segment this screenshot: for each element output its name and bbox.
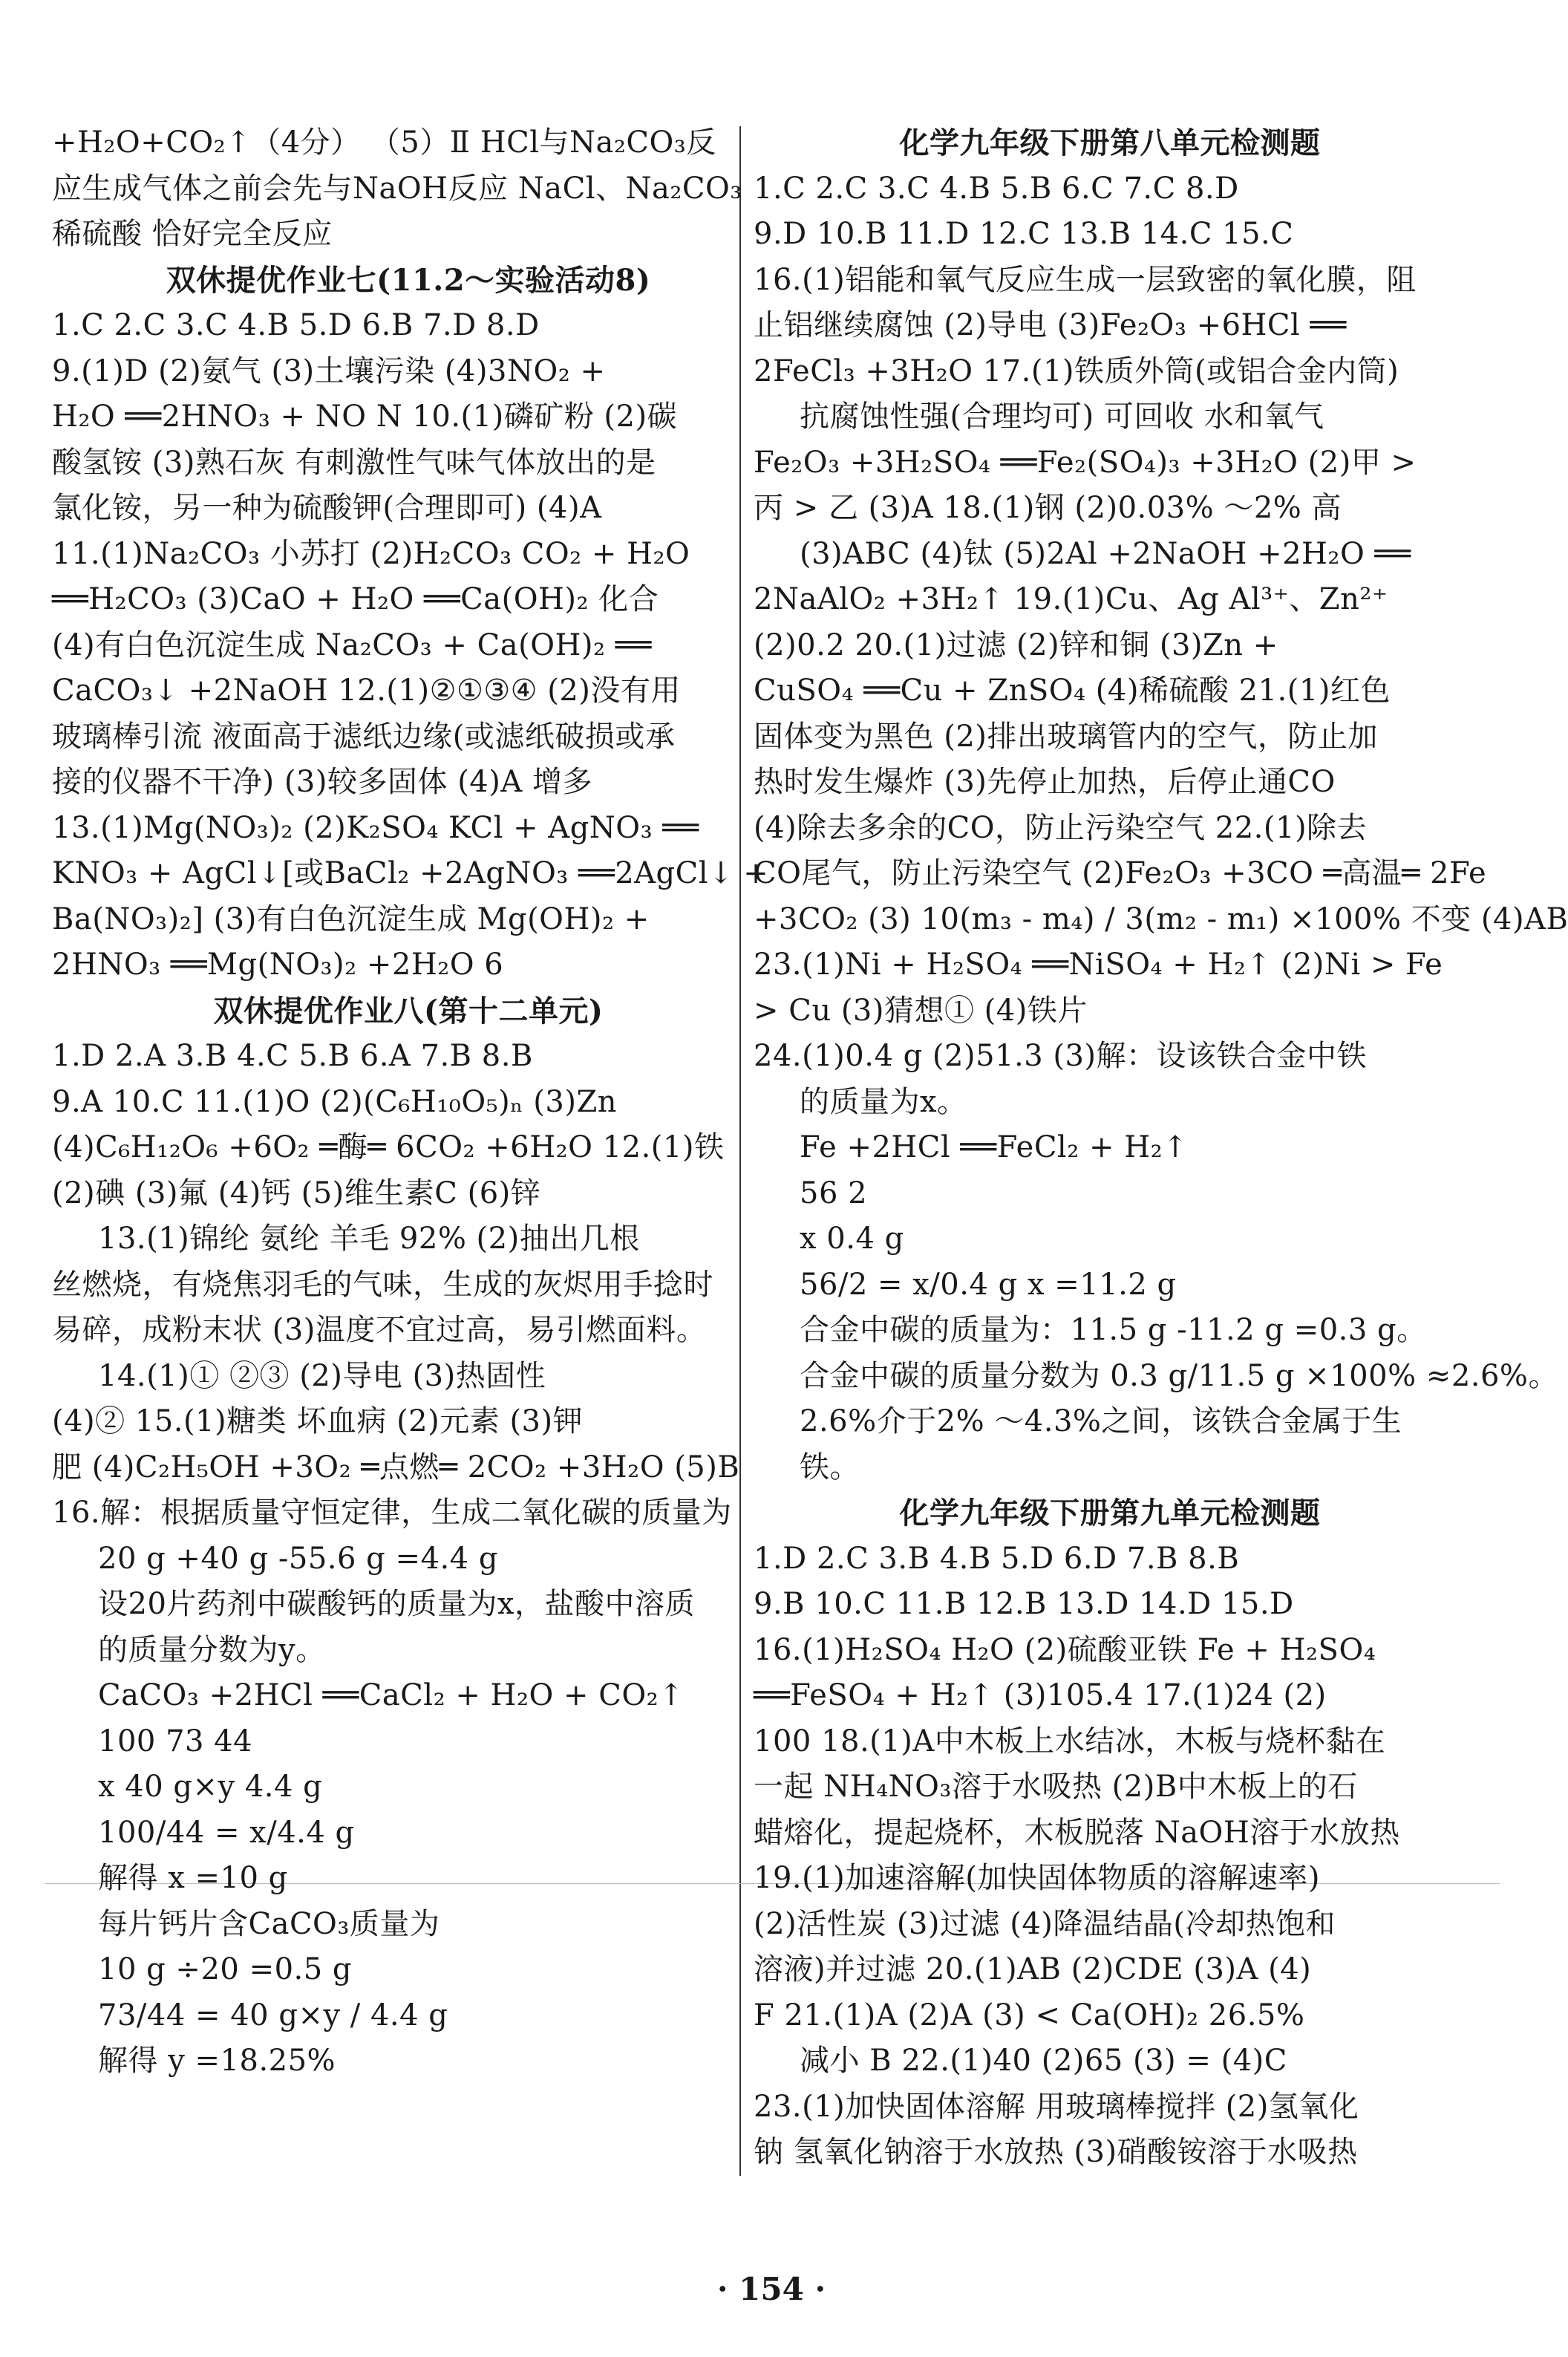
text-line: 1.C 2.C 3.C 4.B 5.B 6.C 7.C 8.D (754, 171, 1239, 206)
text-line: Fe +2HCl ══FeCl₂ + H₂↑ (800, 1130, 1189, 1164)
section-title: 双休提优作业七(11.2～实验活动8) (166, 262, 651, 298)
text-line: 酸氢铵 (3)熟石灰 有刺激性气味气体放出的是 (52, 445, 656, 480)
right-column (754, 120, 1568, 2176)
text-line: 的质量为x。 (800, 1084, 967, 1119)
page-number: · 154 · (716, 2271, 826, 2307)
text-line: 9.A 10.C 11.(1)O (2)(C₆H₁₀O₅)ₙ (3)Zn (52, 1084, 618, 1119)
text-line: 减小 B 22.(1)40 (2)65 (3) = (4)C (800, 2044, 1287, 2078)
text-line: 2.6%介于2% ～4.3%之间，该铁合金属于生 (800, 1404, 1402, 1438)
text-line: (4)有白色沉淀生成 Na₂CO₃ + Ca(OH)₂ ══ (52, 627, 652, 662)
text-line: CaCO₃ +2HCl ══CaCl₂ + H₂O + CO₂↑ (98, 1678, 685, 1712)
text-line: (2)活性炭 (3)过滤 (4)降温结晶(冷却热饱和 (754, 1906, 1336, 1941)
section-title: 化学九年级下册第九单元检测题 (899, 1496, 1321, 1530)
text-line: 1.D 2.C 3.B 4.B 5.D 6.D 7.B 8.B (754, 1541, 1240, 1576)
text-line: 11.(1)Na₂CO₃ 小苏打 (2)H₂CO₃ CO₂ + H₂O (52, 536, 690, 571)
text-line: 解得 y =18.25% (98, 2044, 336, 2078)
text-line: (4)C₆H₁₂O₆ +6O₂ ═酶═ 6CO₂ +6H₂O 12.(1)铁 (52, 1130, 725, 1164)
text-line: 9.D 10.B 11.D 12.C 13.B 14.C 15.C (754, 217, 1294, 251)
text-line: +H₂O+CO₂↑（4分） （5）Ⅱ HCl与Na₂CO₃反 (52, 125, 716, 160)
text-line: 20 g +40 g -55.6 g =4.4 g (98, 1541, 498, 1576)
text-line: 100 73 44 (98, 1724, 253, 1758)
text-line: 热时发生爆炸 (3)先停止加热，后停止通CO (754, 765, 1336, 799)
text-line: (4)除去多余的CO，防止污染空气 22.(1)除去 (754, 810, 1368, 845)
text-line: 10 g ÷20 =0.5 g (98, 1952, 353, 1986)
text-line: 100 18.(1)A中木板上水结冰，木板与烧杯黏在 (754, 1724, 1386, 1758)
text-line: (4)② 15.(1)糖类 坏血病 (2)元素 (3)钾 (52, 1404, 584, 1438)
text-line: 玻璃棒引流 液面高于滤纸边缘(或滤纸破损或承 (52, 719, 676, 754)
text-line: 固体变为黑色 (2)排出玻璃管内的空气，防止加 (754, 719, 1378, 754)
text-line: 2HNO₃ ══Mg(NO₃)₂ +2H₂O 6 (52, 948, 504, 982)
text-line: 设20片药剂中碳酸钙的质量为x，盐酸中溶质 (98, 1587, 695, 1621)
text-line: CuSO₄ ══Cu + ZnSO₄ (4)稀硫酸 21.(1)红色 (754, 674, 1391, 708)
text-line: KNO₃ + AgCl↓[或BaCl₂ +2AgNO₃ ══2AgCl↓ + (52, 856, 769, 890)
text-line: 的质量分数为y。 (98, 1632, 326, 1667)
text-line: 铁。 (800, 1450, 860, 1484)
text-line: 2NaAlO₂ +3H₂↑ 19.(1)Cu、Ag Al³⁺、Zn²⁺ (754, 582, 1388, 616)
text-line: 2FeCl₃ +3H₂O 17.(1)铁质外筒(或铝合金内筒) (754, 353, 1399, 388)
text-line: 解得 x =10 g (98, 1861, 288, 1895)
text-line: ══H₂CO₃ (3)CaO + H₂O ══Ca(OH)₂ 化合 (52, 582, 659, 616)
text-line: 易碎，成粉末状 (3)温度不宜过高，易引燃面料。 (52, 1313, 707, 1347)
text-line: (3)ABC (4)钛 (5)2Al +2NaOH +2H₂O ══ (800, 536, 1411, 571)
text-line: CaCO₃↓ +2NaOH 12.(1)②①③④ (2)没有用 (52, 674, 681, 708)
text-line: (2)碘 (3)氟 (4)钙 (5)维生素C (6)锌 (52, 1176, 541, 1210)
text-line: 蜡熔化，提起烧杯，木板脱落 NaOH溶于水放热 (754, 1815, 1400, 1850)
text-line: 应生成气体之前会先与NaOH反应 NaCl、Na₂CO₃ (52, 171, 742, 206)
text-line: 13.(1)锦纶 氨纶 羊毛 92% (2)抽出几根 (98, 1222, 640, 1256)
text-line: 23.(1)Ni + H₂SO₄ ══NiSO₄ + H₂↑ (2)Ni > Fe (754, 948, 1443, 982)
text-line: 24.(1)0.4 g (2)51.3 (3)解：设该铁合金中铁 (754, 1039, 1368, 1073)
text-line: 一起 NH₄NO₃溶于水吸热 (2)B中木板上的石 (754, 1770, 1358, 1804)
text-line: 肥 (4)C₂H₅OH +3O₂ ═点燃═ 2CO₂ +3H₂O (5)B (52, 1450, 740, 1484)
text-line: 1.C 2.C 3.C 4.B 5.D 6.B 7.D 8.D (52, 308, 540, 342)
text-line: (2)0.2 20.(1)过滤 (2)锌和铜 (3)Zn + (754, 627, 1278, 662)
text-line: 73/44 = 40 g×y / 4.4 g (98, 1998, 448, 2032)
text-line: 止铝继续腐蚀 (2)导电 (3)Fe₂O₃ +6HCl ══ (754, 308, 1347, 342)
text-line: 合金中碳的质量分数为 0.3 g/11.5 g ×100% ≈2.6%。 (800, 1358, 1558, 1393)
text-line: 接的仪器不干净) (3)较多固体 (4)A 增多 (52, 765, 592, 799)
text-line: 稀硫酸 恰好完全反应 (52, 217, 333, 251)
text-line: 9.(1)D (2)氨气 (3)土壤污染 (4)3NO₂ + (52, 353, 606, 388)
text-line: 19.(1)加速溶解(加快固体物质的溶解速率) (754, 1861, 1320, 1895)
text-line: x 0.4 g (800, 1222, 904, 1256)
text-line: 丙 > 乙 (3)A 18.(1)钢 (2)0.03% ～2% 高 (754, 491, 1342, 525)
text-line: ══FeSO₄ + H₂↑ (3)105.4 17.(1)24 (2) (754, 1678, 1327, 1712)
text-line: Ba(NO₃)₂] (3)有白色沉淀生成 Mg(OH)₂ + (52, 902, 650, 936)
text-line: 56/2 = x/0.4 g x =11.2 g (800, 1267, 1177, 1302)
text-line: 合金中碳的质量为：11.5 g -11.2 g =0.3 g。 (800, 1313, 1427, 1347)
section-title: 化学九年级下册第八单元检测题 (899, 125, 1321, 160)
text-line: 16.(1)铝能和氧气反应生成一层致密的氧化膜，阻 (754, 262, 1417, 297)
text-line: 1.D 2.A 3.B 4.C 5.B 6.A 7.B 8.B (52, 1039, 533, 1073)
text-line: 16.解：根据质量守恒定律，生成二氧化碳的质量为 (52, 1496, 732, 1530)
text-line: 丝燃烧，有烧焦羽毛的气味，生成的灰烬用手捻时 (52, 1267, 713, 1302)
text-line: 溶液)并过滤 20.(1)AB (2)CDE (3)A (4) (754, 1952, 1312, 1986)
text-line: CO尾气，防止污染空气 (2)Fe₂O₃ +3CO ═高温═ 2Fe (754, 856, 1487, 890)
left-column (52, 120, 769, 2084)
text-line: +3CO₂ (3) 10(m₃ - m₄) / 3(m₂ - m₁) ×100% 不变 (4)AB (754, 902, 1568, 936)
text-line: 14.(1)① ②③ (2)导电 (3)热固性 (98, 1358, 546, 1393)
text-line: Fe₂O₃ +3H₂SO₄ ══Fe₂(SO₄)₃ +3H₂O (2)甲 > (754, 445, 1417, 480)
text-line: 100/44 = x/4.4 g (98, 1815, 355, 1850)
text-line: 钠 氢氧化钠溶于水放热 (3)硝酸铵溶于水吸热 (754, 2135, 1358, 2169)
text-line: 16.(1)H₂SO₄ H₂O (2)硫酸亚铁 Fe + H₂SO₄ (754, 1632, 1376, 1667)
section-title: 双休提优作业八(第十二单元) (213, 993, 604, 1028)
text-line: H₂O ══2HNO₃ + NO N 10.(1)磷矿粉 (2)碳 (52, 400, 678, 434)
text-line: 56 2 (800, 1176, 868, 1210)
text-line: x 40 g×y 4.4 g (98, 1770, 323, 1804)
text-line: 氯化铵，另一种为硫酸钾(合理即可) (4)A (52, 491, 602, 525)
text-line: 每片钙片含CaCO₃质量为 (98, 1906, 440, 1941)
text-line: 13.(1)Mg(NO₃)₂ (2)K₂SO₄ KCl + AgNO₃ ══ (52, 810, 699, 845)
text-line: 23.(1)加快固体溶解 用玻璃棒搅拌 (2)氢氧化 (754, 2089, 1359, 2124)
text-line: 抗腐蚀性强(合理均可) 可回收 水和氧气 (800, 400, 1324, 434)
text-line: F 21.(1)A (2)A (3) < Ca(OH)₂ 26.5% (754, 1998, 1305, 2032)
text-line: 9.B 10.C 11.B 12.B 13.D 14.D 15.D (754, 1587, 1294, 1621)
text-line: > Cu (3)猜想① (4)铁片 (754, 993, 1088, 1028)
